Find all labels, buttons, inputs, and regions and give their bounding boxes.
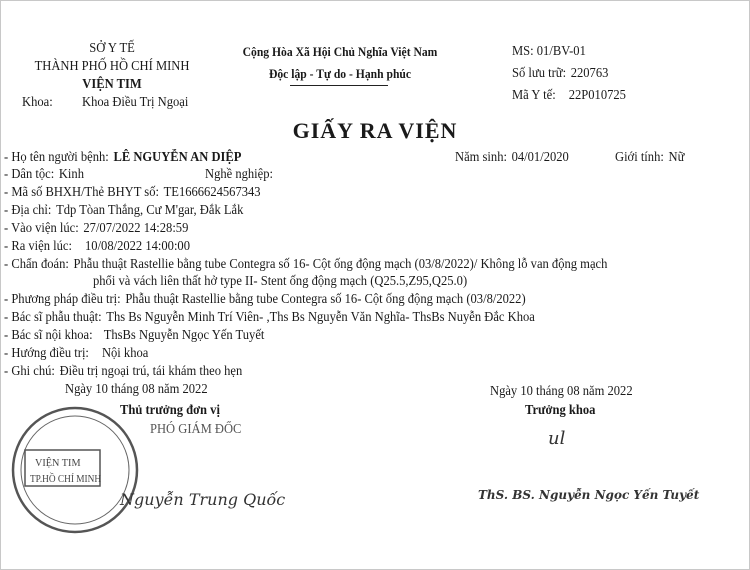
insurance-value: TE1666624567343 (163, 184, 261, 199)
right-signatory-name: ThS. BS. Nguyễn Ngọc Yến Tuyết (478, 488, 700, 502)
slogan-underline (290, 85, 388, 86)
note-label: - Ghi chú: (4, 363, 55, 378)
surgeon-value: Ths Bs Nguyễn Minh Trí Viên- ,Ths Bs Nguyễn Văn Nghĩa- ThsBs Nuyễn Đắc Khoa (106, 309, 535, 324)
right-signature-icon: ul (548, 428, 566, 449)
dept-value: Khoa Điều Trị Ngoại (82, 94, 189, 109)
name-label: - Họ tên người bệnh: (4, 149, 109, 164)
address-label: - Địa chỉ: (4, 202, 52, 217)
ethnicity-label: - Dân tộc: (4, 166, 55, 181)
dept-label: Khoa: (22, 94, 53, 109)
note-value: Điều trị ngoại trú, tái khám theo hẹn (59, 363, 243, 378)
internist-label: - Bác sĩ nội khoa: (4, 327, 93, 342)
treatment-label: - Phương pháp điều trị: (4, 291, 121, 306)
gender-value: Nữ (668, 149, 685, 164)
ethnicity-value: Kinh (58, 166, 84, 181)
admit-value: 27/07/2022 14:28:59 (83, 220, 189, 235)
left-date: Ngày 10 tháng 08 năm 2022 (65, 381, 208, 396)
document-title: GIẤY RA VIỆN (292, 118, 458, 143)
left-signatory-name: Nguyễn Trung Quốc (120, 490, 286, 509)
diagnosis-line1: Phẫu thuật Rastellie bằng tube Contegra số 16- Cột ống động mạch (03/8/2022)/ Không lỗ van động mạch (73, 256, 608, 271)
national-slogan: Độc lập - Tự do - Hạnh phúc (268, 67, 412, 81)
form-code: MS: 01/BV-01 (512, 43, 586, 58)
hospital-name: VIỆN TIM (82, 76, 142, 91)
stamp-text-1: VIỆN TIM (35, 457, 81, 469)
admit-label: - Vào viện lúc: (4, 220, 79, 235)
address-value: Tdp Tòan Thắng, Cư M'gar, Đắk Lắk (56, 202, 244, 217)
dob-value: 04/01/2020 (511, 149, 569, 164)
discharge-value: 10/08/2022 14:00:00 (85, 238, 190, 253)
left-title: Thủ trưởng đơn vị (120, 402, 220, 417)
city-label: THÀNH PHỐ HỒ CHÍ MINH (34, 58, 190, 73)
right-date: Ngày 10 tháng 08 năm 2022 (490, 383, 633, 398)
right-title: Trưởng khoa (525, 402, 596, 417)
internist-value: ThsBs Nguyễn Ngọc Yến Tuyết (103, 327, 265, 342)
direction-value: Nội khoa (101, 345, 149, 360)
direction-label: - Hướng điều trị: (4, 345, 89, 360)
archive-label: Số lưu trữ: (512, 65, 567, 80)
discharge-label: - Ra viện lúc: (4, 238, 72, 253)
insurance-label: - Mã số BHXH/Thẻ BHYT số: (4, 184, 159, 199)
dob-label: Năm sinh: (455, 149, 507, 164)
patient-name: LÊ NGUYỄN AN DIỆP (113, 149, 242, 164)
gender-label: Giới tính: (615, 149, 664, 164)
occupation-label: Nghề nghiệp: (205, 166, 274, 181)
diagnosis-line2: phổi và vách liên thất hở type II- Stent ống động mạch (Q25.5,Z95,Q25.0) (93, 273, 468, 288)
stamp-text-2: TP.HỒ CHÍ MINH (30, 474, 102, 485)
archive-value: 220763 (570, 65, 609, 80)
surgeon-label: - Bác sĩ phẫu thuật: (4, 309, 102, 324)
treatment-value: Phẫu thuật Rastellie bằng tube Contegra số 16- Cột ống động mạch (03/8/2022) (125, 291, 526, 306)
medical-code-label: Mã Y tế: (512, 87, 556, 102)
ministry-label: SỞ Y TẾ (89, 40, 135, 55)
national-motto: Cộng Hòa Xã Hội Chủ Nghĩa Việt Nam (242, 45, 438, 59)
diagnosis-label: - Chẩn đoán: (4, 256, 69, 271)
left-role: PHÓ GIÁM ĐỐC (150, 421, 242, 436)
medical-code-value: 22P010725 (568, 87, 626, 102)
